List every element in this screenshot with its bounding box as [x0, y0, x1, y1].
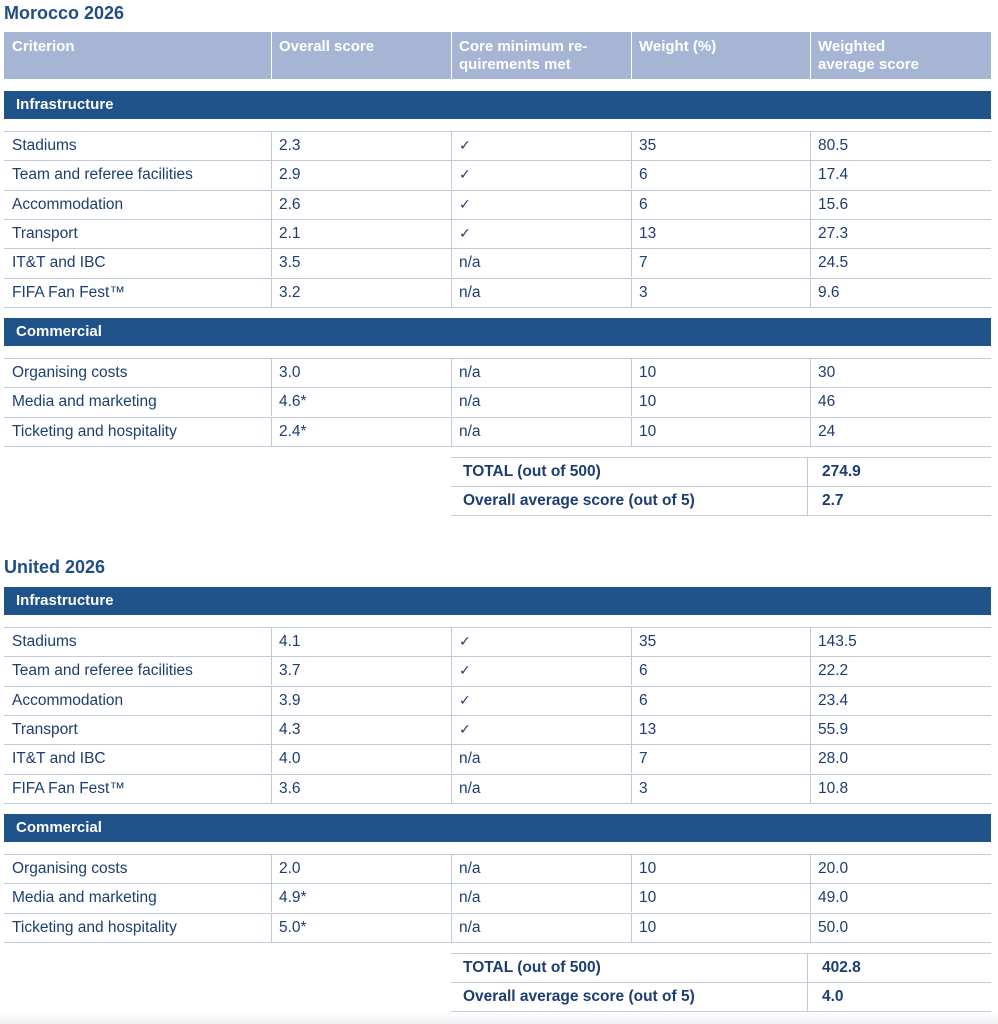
weighted-score-cell: 30: [818, 364, 836, 381]
core-requirements-cell: ✓: [459, 721, 471, 738]
row-divider: [631, 716, 632, 744]
row-divider: [451, 279, 452, 307]
row-divider: [451, 388, 452, 416]
total-divider: [807, 983, 808, 1011]
weighted-score-cell: 28.0: [818, 750, 849, 768]
total-value: 274.9: [822, 463, 861, 480]
criterion-cell: FIFA Fan Fest™: [12, 283, 125, 301]
weighted-score-cell: 80.5: [818, 137, 849, 154]
core-requirements-cell: ✓: [459, 138, 471, 154]
row-divider: [271, 418, 272, 446]
total-label: TOTAL (out of 500): [463, 959, 601, 976]
row-divider: [810, 249, 811, 277]
core-requirements-cell: n/a: [459, 283, 481, 301]
core-requirements-cell: n/a: [459, 860, 481, 877]
table-row: [4, 248, 991, 277]
row-divider: [271, 687, 272, 715]
row-divider: [271, 716, 272, 744]
section-title: Morocco 2026: [4, 3, 125, 23]
row-divider: [810, 687, 811, 715]
table-row: [4, 417, 991, 447]
criterion-cell: Accommodation: [12, 691, 124, 709]
header-divider: [451, 32, 452, 79]
weighted-score-cell: 22.2: [818, 662, 849, 680]
overall-score-cell: 3.6: [279, 779, 301, 797]
weighted-score-cell: 23.4: [818, 691, 849, 709]
weighted-score-cell: 24: [818, 422, 836, 440]
core-requirements-cell: n/a: [459, 889, 481, 907]
row-divider: [451, 687, 452, 715]
row-divider: [451, 855, 452, 883]
criterion-cell: FIFA Fan Fest™: [12, 779, 125, 797]
header-criterion: Criterion: [12, 38, 75, 55]
row-divider: [631, 191, 632, 219]
header-weight: Weight (%): [639, 38, 717, 55]
table-row: [4, 774, 991, 804]
table-row: [4, 686, 991, 715]
weight-cell: 6: [639, 662, 648, 680]
row-divider: [271, 191, 272, 219]
row-divider: [810, 279, 811, 307]
weight-cell: 10: [639, 364, 657, 381]
total-label: TOTAL (out of 500): [463, 463, 601, 480]
row-divider: [810, 855, 811, 883]
core-requirements-cell: n/a: [459, 750, 481, 768]
total-value: 4.0: [822, 988, 844, 1006]
overall-score-cell: 2.3: [279, 137, 301, 154]
table-header: [4, 32, 991, 79]
section-title: United 2026: [4, 557, 106, 577]
row-divider: [631, 161, 632, 189]
row-divider: [451, 745, 452, 773]
core-requirements-cell: n/a: [459, 393, 481, 411]
table-row: [4, 883, 991, 912]
criterion-cell: Transport: [12, 720, 78, 738]
row-divider: [631, 220, 632, 248]
header-divider: [810, 32, 811, 79]
table-row: [4, 160, 991, 189]
row-divider: [451, 418, 452, 446]
table-row: [4, 627, 991, 656]
weighted-score-cell: 10.8: [818, 779, 849, 797]
group-title: Infrastructure: [16, 96, 114, 113]
criterion-cell: Team and referee facilities: [12, 662, 193, 680]
core-requirements-cell: ✓: [459, 225, 471, 242]
row-divider: [631, 628, 632, 656]
weight-cell: 7: [639, 254, 648, 272]
row-divider: [810, 191, 811, 219]
overall-score-cell: 3.2: [279, 283, 301, 301]
criterion-cell: Accommodation: [12, 195, 124, 213]
core-requirements-cell: n/a: [459, 364, 481, 381]
row-divider: [451, 161, 452, 189]
row-divider: [451, 359, 452, 387]
row-divider: [810, 388, 811, 416]
weighted-score-cell: 20.0: [818, 860, 849, 877]
overall-score-cell: 2.1: [279, 224, 301, 242]
weight-cell: 35: [639, 137, 657, 154]
row-divider: [810, 359, 811, 387]
row-divider: [810, 914, 811, 942]
group-header-commercial: [4, 814, 991, 842]
core-requirements-cell: ✓: [459, 692, 471, 709]
criterion-cell: Transport: [12, 224, 78, 242]
weight-cell: 3: [639, 779, 648, 797]
row-divider: [631, 884, 632, 912]
row-divider: [271, 745, 272, 773]
row-divider: [271, 132, 272, 160]
weighted-score-cell: 143.5: [818, 633, 857, 650]
row-divider: [271, 249, 272, 277]
table-row: [4, 854, 991, 883]
row-divider: [810, 884, 811, 912]
total-divider: [807, 487, 808, 515]
group-title: Commercial: [16, 323, 102, 340]
table-row: [4, 656, 991, 685]
row-divider: [451, 914, 452, 942]
criterion-cell: Media and marketing: [12, 889, 157, 907]
header-core-requirements: Core minimum re- quirements met: [459, 38, 588, 73]
criterion-cell: Stadiums: [12, 137, 77, 154]
total-value: 2.7: [822, 492, 844, 510]
core-requirements-cell: n/a: [459, 779, 481, 797]
weighted-score-cell: 24.5: [818, 254, 849, 272]
criterion-cell: Media and marketing: [12, 393, 157, 411]
total-value: 402.8: [822, 959, 861, 976]
row-divider: [451, 657, 452, 685]
criterion-cell: Organising costs: [12, 860, 128, 877]
row-divider: [451, 716, 452, 744]
row-divider: [271, 628, 272, 656]
weight-cell: 6: [639, 691, 648, 709]
row-divider: [810, 745, 811, 773]
weight-cell: 10: [639, 393, 657, 411]
row-divider: [451, 884, 452, 912]
table-row: [4, 219, 991, 248]
overall-score-cell: 4.0: [279, 750, 301, 768]
weight-cell: 6: [639, 195, 648, 213]
row-divider: [631, 418, 632, 446]
core-requirements-cell: n/a: [459, 254, 481, 272]
table-row: [4, 131, 991, 160]
header-divider: [631, 32, 632, 79]
row-divider: [631, 359, 632, 387]
row-divider: [271, 388, 272, 416]
weight-cell: 10: [639, 860, 657, 877]
criterion-cell: IT&T and IBC: [12, 254, 106, 272]
row-divider: [271, 914, 272, 942]
core-requirements-cell: ✓: [459, 167, 471, 184]
table-row: [4, 278, 991, 308]
row-divider: [451, 191, 452, 219]
row-divider: [271, 884, 272, 912]
core-requirements-cell: n/a: [459, 918, 481, 936]
header-overall-score: Overall score: [279, 38, 375, 55]
core-requirements-cell: ✓: [459, 663, 471, 680]
overall-score-cell: 3.0: [279, 364, 301, 381]
weighted-score-cell: 27.3: [818, 224, 849, 242]
weighted-score-cell: 15.6: [818, 195, 849, 213]
weight-cell: 6: [639, 166, 648, 184]
weight-cell: 10: [639, 422, 657, 440]
row-divider: [271, 775, 272, 803]
row-divider: [271, 161, 272, 189]
row-divider: [631, 914, 632, 942]
table-row: [4, 744, 991, 773]
row-divider: [631, 388, 632, 416]
row-divider: [451, 132, 452, 160]
table-row: [4, 190, 991, 219]
row-divider: [810, 161, 811, 189]
row-divider: [271, 279, 272, 307]
core-requirements-cell: ✓: [459, 634, 471, 650]
criterion-cell: IT&T and IBC: [12, 750, 106, 768]
overall-score-cell: 4.1: [279, 633, 301, 650]
table-row: [4, 387, 991, 416]
weight-cell: 3: [639, 283, 648, 301]
overall-score-cell: 4.9*: [279, 889, 307, 907]
row-divider: [451, 775, 452, 803]
total-label: Overall average score (out of 5): [463, 988, 695, 1006]
row-divider: [810, 628, 811, 656]
core-requirements-cell: ✓: [459, 196, 471, 213]
criterion-cell: Ticketing and hospitality: [12, 918, 177, 936]
criterion-cell: Stadiums: [12, 633, 77, 650]
overall-score-cell: 2.9: [279, 166, 301, 184]
table-row: [4, 358, 991, 387]
overall-score-cell: 2.6: [279, 195, 301, 213]
criterion-cell: Ticketing and hospitality: [12, 422, 177, 440]
weight-cell: 13: [639, 720, 657, 738]
weighted-score-cell: 9.6: [818, 283, 840, 301]
table-row: [4, 913, 991, 943]
row-divider: [451, 628, 452, 656]
row-divider: [271, 359, 272, 387]
weight-cell: 7: [639, 750, 648, 768]
weighted-score-cell: 49.0: [818, 889, 849, 907]
overall-score-cell: 4.6*: [279, 393, 307, 411]
row-divider: [451, 220, 452, 248]
group-header-infrastructure: [4, 91, 991, 119]
weighted-score-cell: 17.4: [818, 166, 849, 184]
overall-score-cell: 3.7: [279, 662, 301, 680]
weighted-score-cell: 55.9: [818, 720, 849, 738]
row-divider: [810, 716, 811, 744]
group-header-infrastructure: [4, 587, 991, 615]
group-title: Commercial: [16, 819, 102, 836]
weighted-score-cell: 46: [818, 393, 836, 411]
row-divider: [271, 220, 272, 248]
weight-cell: 10: [639, 889, 657, 907]
header-divider: [271, 32, 272, 79]
weight-cell: 35: [639, 633, 657, 650]
row-divider: [810, 775, 811, 803]
total-row: [451, 953, 991, 982]
row-divider: [451, 249, 452, 277]
row-divider: [631, 249, 632, 277]
row-divider: [631, 657, 632, 685]
average-row: [451, 486, 991, 516]
overall-score-cell: 5.0*: [279, 918, 307, 936]
total-label: Overall average score (out of 5): [463, 492, 695, 510]
row-divider: [631, 745, 632, 773]
table-row: [4, 715, 991, 744]
group-title: Infrastructure: [16, 592, 114, 609]
core-requirements-cell: n/a: [459, 422, 481, 440]
weight-cell: 10: [639, 918, 657, 936]
row-divider: [631, 687, 632, 715]
overall-score-cell: 3.9: [279, 691, 301, 709]
overall-score-cell: 2.4*: [279, 422, 307, 440]
group-header-commercial: [4, 318, 991, 346]
row-divider: [810, 657, 811, 685]
overall-score-cell: 3.5: [279, 254, 301, 272]
bottom-edge: [0, 1012, 998, 1024]
overall-score-cell: 2.0: [279, 860, 301, 877]
overall-score-cell: 4.3: [279, 720, 301, 738]
row-divider: [810, 220, 811, 248]
row-divider: [631, 132, 632, 160]
weighted-score-cell: 50.0: [818, 918, 849, 936]
row-divider: [631, 279, 632, 307]
total-divider: [807, 458, 808, 486]
row-divider: [271, 855, 272, 883]
row-divider: [631, 855, 632, 883]
row-divider: [271, 657, 272, 685]
weight-cell: 13: [639, 224, 657, 242]
header-weighted-score: Weighted average score: [818, 38, 919, 73]
row-divider: [810, 132, 811, 160]
total-row: [451, 457, 991, 486]
total-divider: [807, 954, 808, 982]
criterion-cell: Team and referee facilities: [12, 166, 193, 184]
average-row: [451, 982, 991, 1012]
row-divider: [631, 775, 632, 803]
criterion-cell: Organising costs: [12, 364, 128, 381]
row-divider: [810, 418, 811, 446]
